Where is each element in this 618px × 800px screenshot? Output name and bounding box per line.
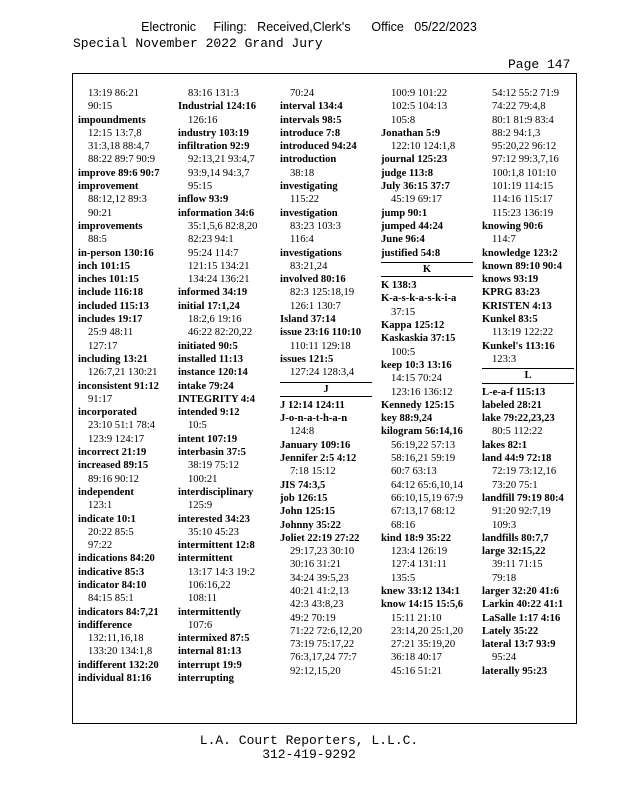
index-term: landfill 79:19 80:4 bbox=[482, 492, 564, 504]
index-term: intervals 98:5 bbox=[280, 114, 342, 126]
index-term: indicators 84:7,21 bbox=[78, 606, 159, 618]
index-locator: 70:24 bbox=[290, 88, 315, 99]
index-term: issue 23:16 110:10 bbox=[280, 327, 362, 339]
index-locator: 31:3,18 88:4,7 bbox=[88, 141, 150, 153]
index-locator: 121:15 134:21 bbox=[188, 260, 250, 272]
index-term: Joliet 22:19 27:22 bbox=[280, 532, 360, 544]
index-locator: 25:9 48:11 bbox=[88, 327, 134, 339]
index-locator: 7:18 15:12 bbox=[290, 466, 336, 478]
index-locator: 92:13,21 93:4,7 bbox=[188, 154, 255, 166]
index-locator: 56:19,22 57:13 bbox=[391, 439, 456, 451]
index-term: knows 93:19 bbox=[482, 274, 539, 286]
index-locator: 123:3 bbox=[492, 353, 517, 365]
index-term: includes 19:17 bbox=[78, 314, 143, 326]
index-locator: 91:20 92:7,19 bbox=[492, 506, 551, 518]
index-term: lake 79:22,23,23 bbox=[482, 413, 555, 425]
index-term: Larkin 40:22 41:1 bbox=[482, 599, 564, 611]
index-locator: 80:5 112:22 bbox=[492, 426, 543, 438]
index-term: intermittently bbox=[178, 606, 241, 618]
index-locator: 110:11 129:18 bbox=[290, 340, 351, 352]
index-locator: 72:19 73:12,16 bbox=[492, 466, 557, 478]
index-locator: 115:23 136:19 bbox=[492, 207, 554, 219]
index-locator: 73:19 75:17,22 bbox=[290, 639, 355, 651]
index-term: inconsistent 91:12 bbox=[78, 380, 159, 392]
index-locator: 18:2,6 19:16 bbox=[188, 314, 242, 326]
index-term: included 115:13 bbox=[78, 300, 149, 312]
index-locator: 125:9 bbox=[188, 500, 213, 512]
index-term: indicate 10:1 bbox=[78, 513, 136, 525]
index-locator: 95:15 bbox=[188, 181, 213, 193]
index-term: incorrect 21:19 bbox=[78, 447, 147, 459]
index-term: inflow 93:9 bbox=[178, 194, 229, 206]
index-locator: 123:16 136:12 bbox=[391, 386, 453, 398]
index-term: July 36:15 37:7 bbox=[381, 181, 450, 193]
index-term: informed 34:19 bbox=[178, 287, 248, 299]
index-term: incorporated bbox=[78, 407, 137, 419]
index-locator: 106:16,22 bbox=[188, 579, 231, 591]
index-term: Kunkel 83:5 bbox=[482, 314, 538, 326]
index-locator: 88:12,12 89:3 bbox=[88, 194, 147, 206]
index-locator: 114:16 115:17 bbox=[492, 194, 553, 206]
index-locator: 90:15 bbox=[88, 101, 113, 113]
index-locator: 58:16,21 59:19 bbox=[391, 453, 456, 465]
index-locator: 123:1 bbox=[88, 500, 113, 512]
index-term: introduced 94:24 bbox=[280, 141, 357, 153]
index-term: justified 54:8 bbox=[381, 247, 441, 259]
index-term: Johnny 35:22 bbox=[280, 519, 341, 531]
index-locator: 49:2 70:19 bbox=[290, 612, 336, 624]
index-locator: 108:11 bbox=[188, 593, 218, 605]
index-locator: 100:1,8 101:10 bbox=[492, 167, 557, 179]
index-term: knowing 90:6 bbox=[482, 220, 543, 232]
index-locator: 134:24 136:21 bbox=[188, 274, 250, 286]
index-term: LaSalle 1:17 4:16 bbox=[482, 612, 561, 624]
index-locator: 135:5 bbox=[391, 572, 416, 584]
index-locator: 66:10,15,19 67:9 bbox=[391, 492, 464, 504]
transcript-caption: Special November 2022 Grand Jury bbox=[73, 36, 323, 51]
index-locator: 113:19 122:22 bbox=[492, 327, 554, 339]
index-term: initial 17:1,24 bbox=[178, 300, 240, 312]
index-locator: 107:6 bbox=[188, 619, 213, 631]
index-locator: 37:15 bbox=[391, 306, 416, 318]
index-term: intermittent bbox=[178, 553, 233, 565]
index-column-3 bbox=[280, 87, 374, 678]
index-term: larger 32:20 41:6 bbox=[482, 585, 559, 597]
index-column-1 bbox=[78, 87, 172, 685]
index-term: improvements bbox=[78, 220, 143, 232]
index-term: involved 80:16 bbox=[280, 274, 346, 286]
index-term: known 89:10 90:4 bbox=[482, 260, 563, 272]
index-term: Island 37:14 bbox=[280, 314, 336, 326]
index-locator: 60:7 63:13 bbox=[391, 466, 437, 478]
index-term: introduction bbox=[280, 154, 337, 166]
index-term: individual 81:16 bbox=[78, 673, 152, 685]
index-term: interdisciplinary bbox=[178, 486, 254, 498]
index-term: include 116:18 bbox=[78, 287, 144, 299]
index-locator: 38:18 bbox=[290, 167, 315, 179]
index-term: intent 107:19 bbox=[178, 433, 238, 445]
index-term: information 34:6 bbox=[178, 207, 255, 219]
index-locator: 92:12,15,20 bbox=[290, 665, 341, 677]
index-term: installed 11:13 bbox=[178, 353, 244, 365]
index-locator: 100:5 bbox=[391, 346, 416, 358]
index-locator: 12:15 13:7,8 bbox=[88, 127, 142, 139]
index-column-2 bbox=[178, 87, 272, 685]
index-locator: 74:22 79:4,8 bbox=[492, 101, 546, 113]
index-term: Jennifer 2:5 4:12 bbox=[280, 453, 357, 465]
index-term: knew 33:12 134:1 bbox=[381, 585, 460, 597]
index-locator: 90:21 bbox=[88, 207, 113, 219]
index-locator: 83:23 103:3 bbox=[290, 220, 341, 232]
index-term: JIS 74:3,5 bbox=[280, 479, 326, 491]
index-term: judge 113:8 bbox=[381, 167, 434, 179]
index-term: June 96:4 bbox=[381, 234, 425, 246]
section-letter: K bbox=[381, 262, 473, 277]
index-locator: 124:8 bbox=[290, 426, 315, 438]
index-locator: 67:13,17 68:12 bbox=[391, 506, 456, 518]
index-locator: 122:10 124:1,8 bbox=[391, 141, 456, 153]
index-term: J 12:14 124:11 bbox=[280, 399, 345, 411]
index-locator: 35:1,5,6 82:8,20 bbox=[188, 220, 258, 232]
index-locator: 40:21 41:2,13 bbox=[290, 585, 349, 597]
index-locator: 114:7 bbox=[492, 234, 516, 246]
index-column-4 bbox=[381, 87, 475, 678]
index-term: KRISTEN 4:13 bbox=[482, 300, 552, 312]
index-term: journal 125:23 bbox=[381, 154, 448, 166]
index-term: introduce 7:8 bbox=[280, 127, 341, 139]
index-locator: 42:3 43:8,23 bbox=[290, 599, 344, 611]
index-locator: 126:7,21 130:21 bbox=[88, 367, 158, 379]
index-term: keep 10:3 13:16 bbox=[381, 359, 452, 371]
index-term: Kaskaskia 37:15 bbox=[381, 333, 456, 345]
index-locator: 97:12 99:3,7,16 bbox=[492, 154, 559, 166]
index-locator: 10:5 bbox=[188, 420, 207, 432]
index-term: Jonathan 5:9 bbox=[381, 127, 441, 139]
index-locator: 109:3 bbox=[492, 519, 517, 531]
index-term: kind 18:9 35:22 bbox=[381, 532, 452, 544]
index-term: land 44:9 72:18 bbox=[482, 453, 552, 465]
index-locator: 79:18 bbox=[492, 572, 517, 584]
index-locator: 68:16 bbox=[391, 519, 416, 531]
index-term: interval 134:4 bbox=[280, 101, 343, 113]
index-locator: 80:1 81:9 83:4 bbox=[492, 114, 554, 126]
index-locator: 45:16 51:21 bbox=[391, 665, 442, 677]
index-locator: 76:3,17,24 77:7 bbox=[290, 652, 357, 664]
index-locator: 97:22 bbox=[88, 540, 113, 552]
index-term: Kappa 125:12 bbox=[381, 320, 445, 332]
index-term: intermixed 87:5 bbox=[178, 633, 250, 645]
footer-company: L.A. Court Reporters, L.L.C. bbox=[199, 733, 419, 748]
index-term: intended 9:12 bbox=[178, 407, 240, 419]
index-term: independent bbox=[78, 486, 134, 498]
section-letter: L bbox=[482, 368, 574, 383]
index-term: KPRG 83:23 bbox=[482, 287, 540, 299]
index-term: K 138:3 bbox=[381, 280, 417, 292]
index-locator: 36:18 40:17 bbox=[391, 652, 442, 664]
index-term: L-e-a-f 115:13 bbox=[482, 386, 546, 398]
section-letter: J bbox=[280, 382, 372, 397]
index-locator: 105:8 bbox=[391, 114, 416, 126]
index-term: J-o-n-a-t-h-a-n bbox=[280, 413, 348, 425]
index-locator: 126:1 130:7 bbox=[290, 300, 341, 312]
index-locator: 127:17 bbox=[88, 340, 118, 352]
index-locator: 46:22 82:20,22 bbox=[188, 327, 253, 339]
index-locator: 126:16 bbox=[188, 114, 218, 126]
index-locator: 95:24 114:7 bbox=[188, 247, 239, 259]
index-term: Kunkel's 113:16 bbox=[482, 340, 555, 352]
index-term: jumped 44:24 bbox=[381, 220, 444, 232]
index-term: inches 101:15 bbox=[78, 274, 139, 286]
index-locator: 15:11 21:10 bbox=[391, 612, 442, 624]
index-locator: 83:21,24 bbox=[290, 260, 328, 272]
index-term: laterally 95:23 bbox=[482, 665, 548, 677]
index-locator: 73:20 75:1 bbox=[492, 479, 538, 491]
index-term: infiltration 92:9 bbox=[178, 141, 250, 153]
index-locator: 82:3 125:18,19 bbox=[290, 287, 355, 299]
index-term: initiated 90:5 bbox=[178, 340, 238, 352]
index-locator: 115:22 bbox=[290, 194, 320, 206]
index-column-5 bbox=[482, 87, 576, 678]
index-term: indications 84:20 bbox=[78, 553, 155, 565]
index-term: indicator 84:10 bbox=[78, 579, 147, 591]
index-term: intake 79:24 bbox=[178, 380, 234, 392]
index-term: investigation bbox=[280, 207, 338, 219]
index-term: indicative 85:3 bbox=[78, 566, 145, 578]
index-term: K-a-s-k-a-s-k-i-a bbox=[381, 293, 457, 305]
index-locator: 93:9,14 94:3,7 bbox=[188, 167, 250, 179]
index-term: interrupt 19:9 bbox=[178, 659, 242, 671]
index-locator: 54:12 55:2 71:9 bbox=[492, 88, 560, 99]
index-term: interbasin 37:5 bbox=[178, 447, 246, 459]
index-locator: 84:15 85:1 bbox=[88, 593, 134, 605]
index-locator: 133:20 134:1,8 bbox=[88, 646, 153, 658]
index-term: Kennedy 125:15 bbox=[381, 399, 455, 411]
index-locator: 20:22 85:5 bbox=[88, 526, 134, 538]
index-locator: 102:5 104:13 bbox=[391, 101, 448, 113]
index-term: interrupting bbox=[178, 673, 234, 685]
index-term: lakes 82:1 bbox=[482, 439, 528, 451]
index-term: intermittent 12:8 bbox=[178, 540, 255, 552]
index-locator: 101:19 114:15 bbox=[492, 181, 554, 193]
index-term: internal 81:13 bbox=[178, 646, 242, 658]
index-locator: 100:9 101:22 bbox=[391, 88, 448, 99]
index-term: investigating bbox=[280, 181, 338, 193]
index-term: interested 34:23 bbox=[178, 513, 250, 525]
index-locator: 64:12 65:6,10,14 bbox=[391, 479, 464, 491]
index-term: industry 103:19 bbox=[178, 127, 249, 139]
index-locator: 132:11,16,18 bbox=[88, 633, 144, 645]
index-locator: 82:23 94:1 bbox=[188, 234, 234, 246]
index-term: improvement bbox=[78, 181, 139, 193]
index-locator: 30:16 31:21 bbox=[290, 559, 341, 571]
index-locator: 127:4 131:11 bbox=[391, 559, 447, 571]
index-term: improve 89:6 90:7 bbox=[78, 167, 160, 179]
index-term: John 125:15 bbox=[280, 506, 336, 518]
index-term: indifference bbox=[78, 619, 132, 631]
footer-phone: 312-419-9292 bbox=[262, 747, 356, 762]
index-term: in-person 130:16 bbox=[78, 247, 154, 259]
index-term: increased 89:15 bbox=[78, 460, 149, 472]
index-locator: 14:15 70:24 bbox=[391, 373, 442, 385]
index-locator: 45:19 69:17 bbox=[391, 194, 442, 206]
index-locator: 38:19 75:12 bbox=[188, 460, 239, 472]
index-locator: 89:16 90:12 bbox=[88, 473, 139, 485]
index-locator: 88:22 89:7 90:9 bbox=[88, 154, 156, 166]
index-locator: 27:21 35:19,20 bbox=[391, 639, 456, 651]
index-locator: 13:17 14:3 19:2 bbox=[188, 566, 256, 578]
index-locator: 88:2 94:1,3 bbox=[492, 127, 541, 139]
index-term: INTEGRITY 4:4 bbox=[178, 393, 256, 405]
index-term: kilogram 56:14,16 bbox=[381, 426, 463, 438]
index-term: jump 90:1 bbox=[381, 207, 428, 219]
index-term: January 109:16 bbox=[280, 439, 351, 451]
index-term: landfills 80:7,7 bbox=[482, 532, 549, 544]
index-term: know 14:15 15:5,6 bbox=[381, 599, 464, 611]
index-term: investigations bbox=[280, 247, 342, 259]
index-term: Industrial 124:16 bbox=[178, 101, 256, 113]
index-term: lateral 13:7 93:9 bbox=[482, 639, 556, 651]
index-locator: 123:4 126:19 bbox=[391, 546, 448, 558]
index-term: job 126:15 bbox=[280, 492, 328, 504]
index-locator: 34:24 39:5,23 bbox=[290, 572, 349, 584]
index-locator: 23:10 51:1 78:4 bbox=[88, 420, 156, 432]
page-number: Page 147 bbox=[508, 57, 571, 72]
index-term: inch 101:15 bbox=[78, 260, 131, 272]
index-locator: 127:24 128:3,4 bbox=[290, 367, 355, 379]
index-locator: 95:24 bbox=[492, 652, 517, 664]
index-term: knowledge 123:2 bbox=[482, 247, 558, 259]
index-locator: 95:20,22 96:12 bbox=[492, 141, 557, 153]
index-term: large 32:15,22 bbox=[482, 546, 546, 558]
index-term: issues 121:5 bbox=[280, 353, 334, 365]
index-locator: 39:11 71:15 bbox=[492, 559, 543, 571]
index-term: labeled 28:21 bbox=[482, 399, 542, 411]
filing-stamp: Electronic Filing: Received,Clerk's Office 05/22/2023 bbox=[141, 20, 477, 34]
index-locator: 123:9 124:17 bbox=[88, 433, 145, 445]
index-locator: 100:21 bbox=[188, 473, 218, 485]
index-term: including 13:21 bbox=[78, 353, 148, 365]
index-locator: 29:17,23 30:10 bbox=[290, 546, 355, 558]
index-locator: 71:22 72:6,12,20 bbox=[290, 625, 363, 637]
index-locator: 83:16 131:3 bbox=[188, 88, 239, 99]
index-locator: 91:17 bbox=[88, 393, 113, 405]
index-locator: 35:10 45:23 bbox=[188, 526, 239, 538]
index-term: instance 120:14 bbox=[178, 367, 248, 379]
index-locator: 13:19 86:21 bbox=[88, 88, 139, 99]
index-locator: 116:4 bbox=[290, 234, 314, 246]
index-locator: 23:14,20 25:1,20 bbox=[391, 625, 464, 637]
index-term: impoundments bbox=[78, 114, 146, 126]
index-term: key 88:9,24 bbox=[381, 413, 433, 425]
index-term: Lately 35:22 bbox=[482, 625, 539, 637]
index-term: indifferent 132:20 bbox=[78, 659, 159, 671]
index-locator: 88:5 bbox=[88, 234, 107, 246]
